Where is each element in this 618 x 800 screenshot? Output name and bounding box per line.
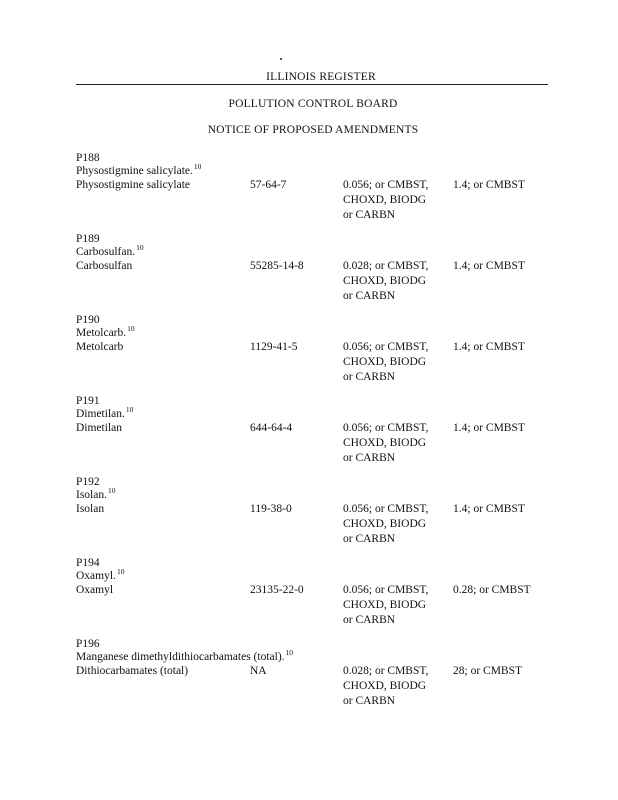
constituent-name: Oxamyl [76,584,114,596]
ww-line: 0.028; or CMBST, [343,260,429,272]
ww-line: CHOXD, BIODG [343,356,427,368]
footnote-ref: 10 [285,648,294,657]
heading-text: Metolcarb. [76,327,127,339]
cas-number: 57-64-7 [250,179,287,191]
scan-speck [280,58,282,60]
ww-line: or CARBN [343,533,396,545]
waste-code: P189 [76,233,100,245]
cas-number: 1129-41-5 [250,341,298,353]
constituent-row [76,259,556,307]
ww-line: CHOXD, BIODG [343,599,427,611]
waste-code: P194 [76,557,100,569]
ww-line: or CARBN [343,614,396,626]
constituent-row [76,583,556,631]
register-title: ILLINOIS REGISTER [266,71,376,83]
constituent-name: Isolan [76,503,105,515]
ww-line: CHOXD, BIODG [343,194,427,206]
waste-code: P191 [76,395,100,407]
notice-title: NOTICE OF PROPOSED AMENDMENTS [207,124,419,136]
nonwastewater-standard: 1.4; or CMBST [453,260,525,272]
ww-line: or CARBN [343,371,396,383]
entry-heading [76,326,135,341]
entry-heading [76,407,133,422]
entry-heading [76,488,115,503]
ww-line: CHOXD, BIODG [343,437,427,449]
ww-line: CHOXD, BIODG [343,518,427,530]
heading-text: Manganese dimethyldithiocarbamates (total). [76,651,285,663]
ww-line: 0.056; or CMBST, [343,422,429,434]
ww-line: 0.056; or CMBST, [343,584,429,596]
ww-line: CHOXD, BIODG [343,275,427,287]
cas-number: NA [250,665,267,677]
heading-text: Dimetilan. [76,408,125,420]
footnote-ref: 10 [116,567,125,576]
ww-line: 0.056; or CMBST, [343,341,429,353]
ww-line: or CARBN [343,290,396,302]
cas-number: 23135-22-0 [250,584,304,596]
waste-code-table [76,151,556,718]
waste-entry [76,232,556,313]
waste-code: P188 [76,152,100,164]
entry-heading [76,650,293,665]
ww-line: or CARBN [343,452,396,464]
header-rule [76,84,548,85]
entry-heading [76,245,144,260]
wastewater-standard [343,583,443,628]
waste-entry [76,394,556,475]
heading-text: Physostigmine salicylate. [76,165,193,177]
wastewater-standard [343,502,443,547]
wastewater-standard [343,178,443,223]
constituent-row [76,502,556,550]
constituent-row [76,421,556,469]
ww-line: 0.028; or CMBST, [343,665,429,677]
footnote-ref: 10 [193,162,202,171]
wastewater-standard [343,259,443,304]
heading-text: Carbosulfan. [76,246,136,258]
entry-heading [76,164,201,179]
waste-code: P190 [76,314,100,326]
footnote-ref: 10 [127,324,135,333]
nonwastewater-standard: 1.4; or CMBST [453,341,525,353]
wastewater-standard [343,421,443,466]
constituent-row [76,340,556,388]
constituent-row [76,178,556,226]
constituent-name: Carbosulfan [76,260,133,272]
board-title: POLLUTION CONTROL BOARD [228,98,398,110]
ww-line: or CARBN [343,695,396,707]
nonwastewater-standard: 1.4; or CMBST [453,503,525,515]
entry-heading [76,569,124,584]
nonwastewater-standard: 28; or CMBST [453,665,523,677]
cas-number: 119-38-0 [250,503,292,515]
footnote-ref: 10 [107,486,116,495]
constituent-name: Dimetilan [76,422,122,434]
waste-code: P196 [76,638,100,650]
wastewater-standard [343,340,443,385]
ww-line: CHOXD, BIODG [343,680,427,692]
heading-text: Oxamyl. [76,570,116,582]
constituent-name: Physostigmine salicylate [76,179,191,191]
nonwastewater-standard: 1.4; or CMBST [453,179,525,191]
ww-line: 0.056; or CMBST, [343,503,429,515]
nonwastewater-standard: 1.4; or CMBST [453,422,525,434]
footnote-ref: 10 [125,405,134,414]
heading-text: Isolan. [76,489,107,501]
waste-entry [76,313,556,394]
waste-entry [76,637,556,718]
constituent-name: Metolcarb [76,341,124,353]
waste-entry [76,151,556,232]
constituent-row [76,664,556,712]
waste-entry [76,556,556,637]
nonwastewater-standard: 0.28; or CMBST [453,584,531,596]
ww-line: or CARBN [343,209,396,221]
constituent-name: Dithiocarbamates (total) [76,665,189,677]
wastewater-standard [343,664,443,709]
cas-number: 55285-14-8 [250,260,304,272]
waste-entry [76,475,556,556]
cas-number: 644-64-4 [250,422,293,434]
footnote-ref: 10 [136,243,144,252]
ww-line: 0.056; or CMBST, [343,179,429,191]
waste-code: P192 [76,476,100,488]
